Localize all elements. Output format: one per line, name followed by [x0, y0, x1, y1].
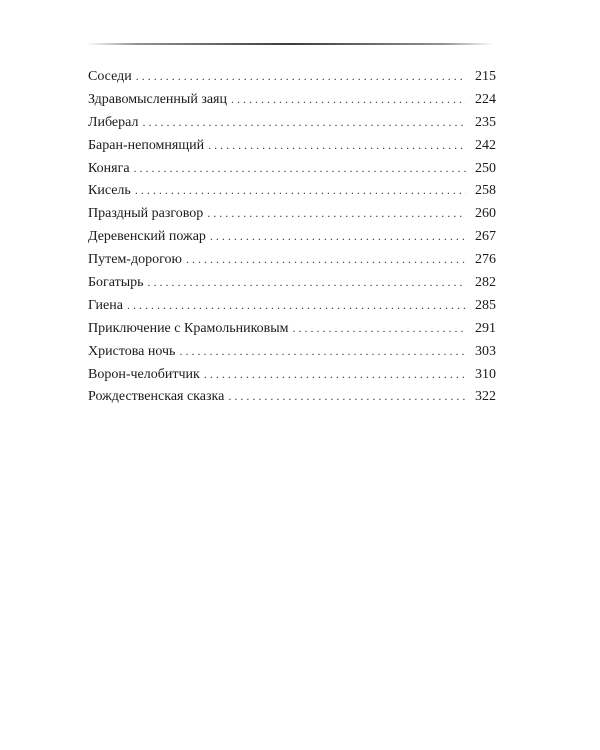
toc-dot-leader: [210, 225, 466, 248]
toc-dot-leader: [134, 157, 466, 180]
toc-entry-title: Праздный разговор: [88, 206, 204, 222]
toc-entry-page: 322: [475, 389, 496, 405]
toc-entry-title: Коняга: [88, 160, 130, 176]
toc-dot-leader: [127, 294, 466, 317]
toc-entry-title: Христова ночь: [88, 343, 176, 359]
toc-entry-page: 267: [475, 229, 496, 245]
toc-entry-title: Рождественская сказка: [88, 389, 225, 405]
toc-entry-title: Богатырь: [88, 275, 144, 291]
toc-entry-page: 276: [475, 252, 496, 268]
toc-dot-leader: [228, 385, 466, 408]
toc-entry[interactable]: [88, 111, 496, 134]
toc-dot-leader: [204, 363, 466, 386]
toc-entry-page: 285: [475, 297, 496, 313]
toc-entry-page: 242: [475, 137, 496, 153]
toc-entry-page: 260: [475, 206, 496, 222]
table-of-contents: [88, 65, 496, 408]
toc-dot-leader: [135, 179, 466, 202]
toc-dot-leader: [208, 134, 466, 157]
toc-dot-leader: [207, 202, 466, 225]
toc-entry[interactable]: [88, 294, 496, 317]
toc-entry[interactable]: [88, 363, 496, 386]
toc-entry-title: Путем-дорогою: [88, 252, 182, 268]
toc-entry[interactable]: [88, 385, 496, 408]
toc-entry[interactable]: [88, 179, 496, 202]
toc-dot-leader: [142, 111, 466, 134]
toc-entry-title: Ворон-челобитчик: [88, 366, 200, 382]
toc-entry-title: Либерал: [88, 114, 139, 130]
toc-dot-leader: [231, 88, 466, 111]
toc-entry-page: 310: [475, 366, 496, 382]
toc-entry[interactable]: [88, 317, 496, 340]
toc-entry[interactable]: [88, 271, 496, 294]
toc-entry-title: Кисель: [88, 183, 131, 199]
toc-entry[interactable]: [88, 225, 496, 248]
toc-dot-leader: [136, 65, 466, 88]
toc-entry-title: Гиена: [88, 297, 123, 313]
toc-entry-page: 258: [475, 183, 496, 199]
toc-entry[interactable]: [88, 248, 496, 271]
toc-entry[interactable]: [88, 202, 496, 225]
toc-entry-page: 250: [475, 160, 496, 176]
toc-entry[interactable]: [88, 88, 496, 111]
toc-entry-page: 303: [475, 343, 496, 359]
toc-dot-leader: [148, 271, 466, 294]
toc-entry[interactable]: [88, 340, 496, 363]
toc-entry-title: Соседи: [88, 69, 132, 84]
toc-entry-title: Здравомысленный заяц: [88, 91, 227, 107]
toc-entry-page: 291: [475, 320, 496, 336]
toc-entry-title: Баран-непомнящий: [88, 137, 205, 153]
toc-entry-page: 235: [475, 114, 496, 130]
toc-entry-page: 224: [475, 91, 496, 107]
toc-entry-page: 215: [475, 69, 496, 84]
toc-entry[interactable]: [88, 65, 496, 88]
toc-dot-leader: [179, 340, 466, 363]
toc-entry-title: Деревенский пожар: [88, 229, 206, 245]
toc-entry-page: 282: [475, 275, 496, 291]
toc-entry[interactable]: [88, 134, 496, 157]
toc-dot-leader: [186, 248, 466, 271]
toc-entry-title: Приключение с Крамольниковым: [88, 320, 289, 336]
toc-dot-leader: [293, 317, 466, 340]
header-rule: [86, 43, 494, 45]
toc-entry[interactable]: [88, 157, 496, 180]
